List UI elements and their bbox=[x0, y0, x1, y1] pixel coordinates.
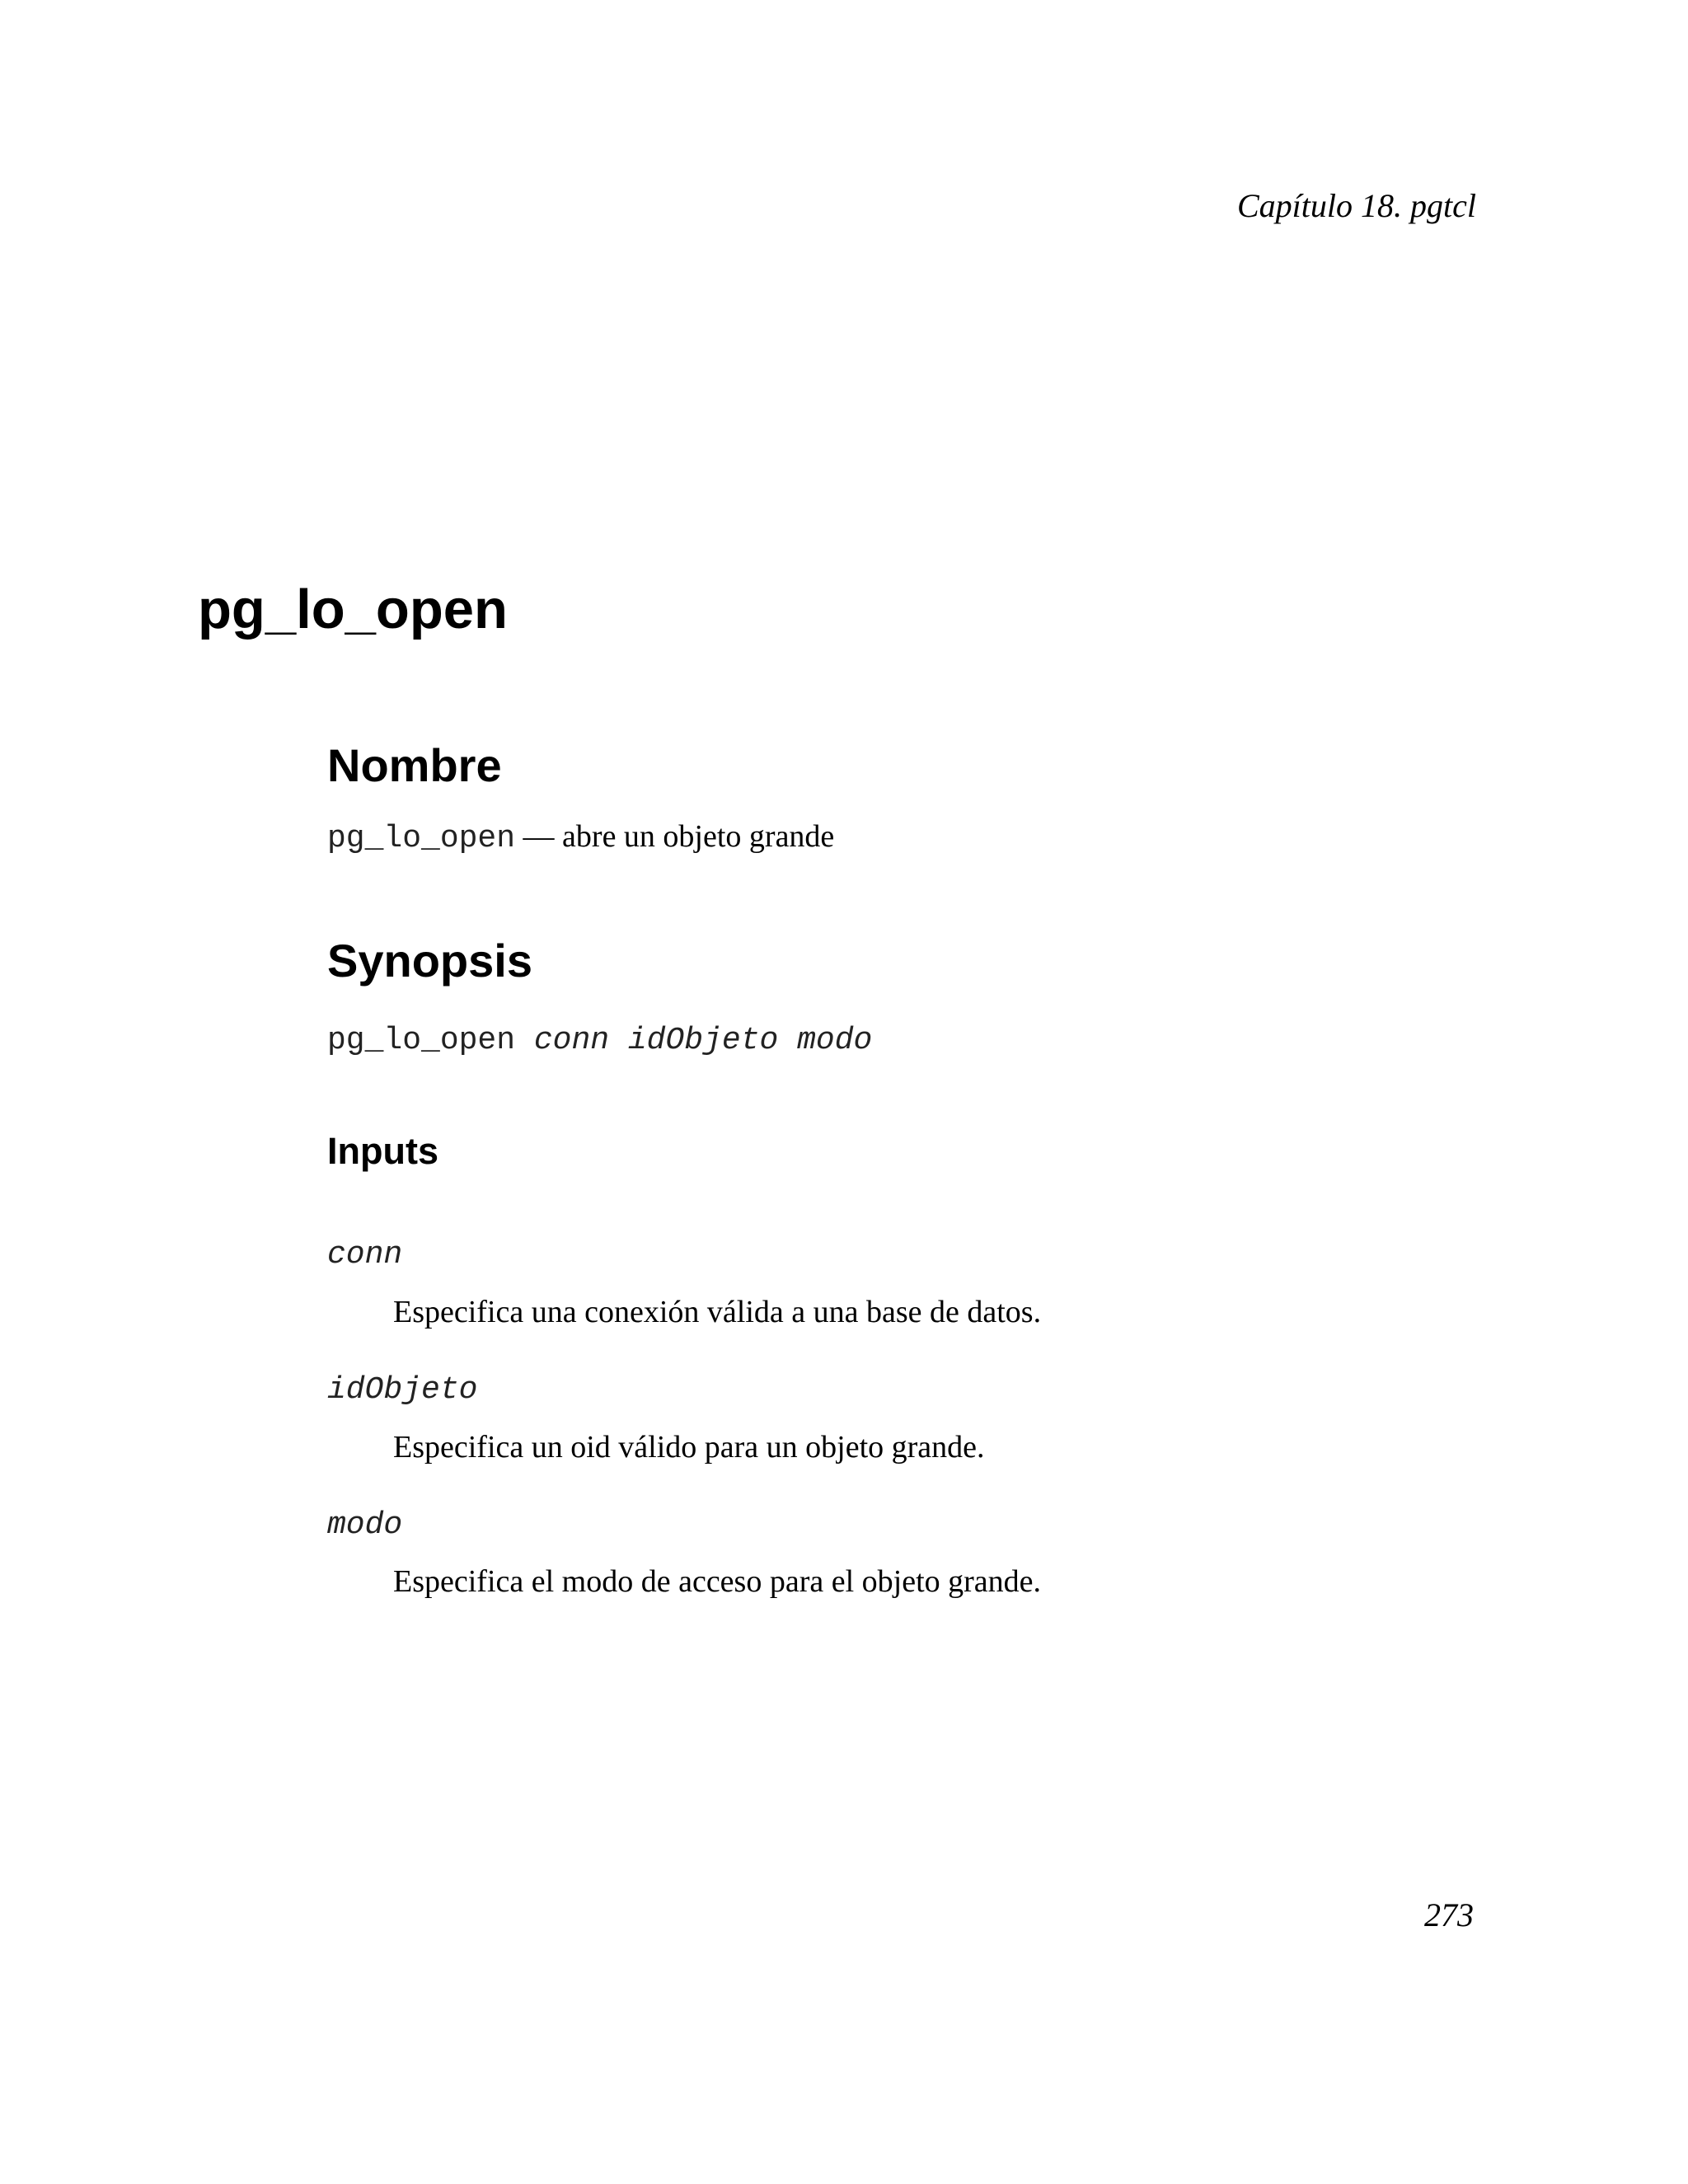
input-description-modo: Especifica el modo de acceso para el objeto grande. bbox=[393, 1564, 1042, 1599]
input-description-idobjeto: Especifica un oid válido para un objeto grande. bbox=[393, 1430, 985, 1465]
synopsis-command: pg_lo_open bbox=[327, 1023, 516, 1058]
synopsis-args: conn idObjeto modo bbox=[515, 1023, 873, 1058]
page-number: 273 bbox=[1424, 1896, 1474, 1933]
input-term-idobjeto: idObjeto bbox=[327, 1372, 478, 1408]
input-term-conn: conn bbox=[327, 1237, 403, 1272]
running-header: Capítulo 18. pgtcl bbox=[1237, 187, 1476, 224]
synopsis-line bbox=[327, 1020, 872, 1060]
synopsis-heading: Synopsis bbox=[327, 935, 532, 987]
nombre-line bbox=[327, 818, 834, 858]
nombre-description: — abre un objeto grande bbox=[515, 819, 835, 854]
page-title: pg_lo_open bbox=[198, 579, 508, 640]
input-term-modo: modo bbox=[327, 1507, 403, 1543]
inputs-heading: Inputs bbox=[327, 1130, 438, 1172]
nombre-command: pg_lo_open bbox=[327, 821, 516, 856]
nombre-heading: Nombre bbox=[327, 739, 502, 791]
input-description-conn: Especifica una conexión válida a una base de datos. bbox=[393, 1295, 1042, 1329]
